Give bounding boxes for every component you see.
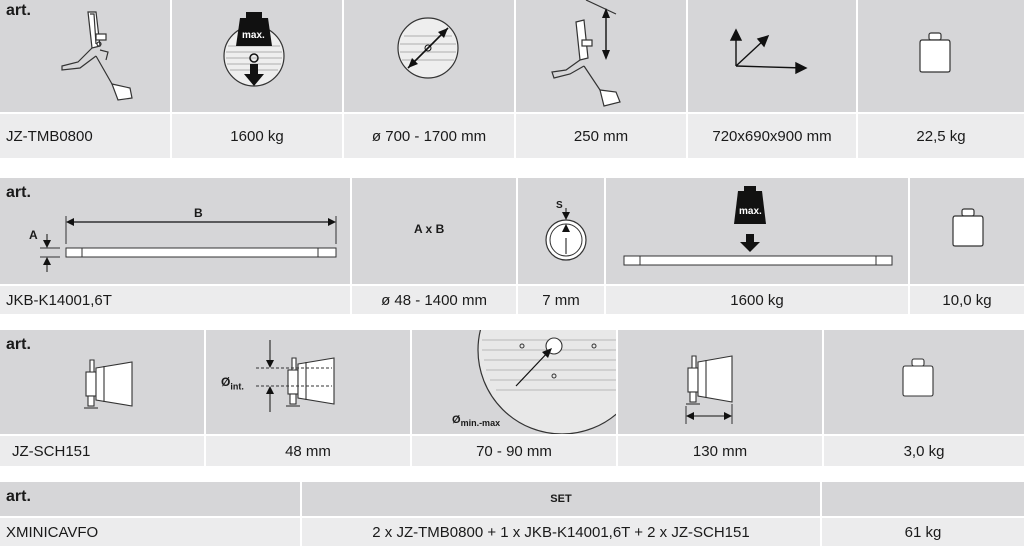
weight-icon xyxy=(824,330,1024,434)
weight-value: 10,0 kg xyxy=(910,286,1024,314)
diameter-value: ø 700 - 1700 mm xyxy=(344,114,514,158)
length-value: 130 mm xyxy=(618,436,822,466)
dimensions-value: 720x690x900 mm xyxy=(688,114,856,158)
coil-diameter-value: 70 - 90 mm xyxy=(412,436,616,466)
weight-icon xyxy=(858,0,1024,112)
article-code: JKB-K14001,6T xyxy=(0,286,350,314)
bar-length-diagram xyxy=(0,178,350,284)
set-header: SET xyxy=(550,493,572,505)
dimensions-axes-icon xyxy=(688,0,858,112)
set-contents-value: 2 x JZ-TMB0800 + 1 x JKB-K14001,6T + 2 x JZ-SCH151 xyxy=(302,518,820,546)
wall-thickness-icon xyxy=(518,178,608,284)
weight-value: 3,0 kg xyxy=(824,436,1024,466)
weight-icon xyxy=(910,178,1024,284)
art-label: art. xyxy=(6,184,31,201)
article-code: XMINICAVFO xyxy=(0,518,300,546)
art-label: art. xyxy=(6,336,31,353)
article-code: JZ-TMB0800 xyxy=(0,114,170,158)
article-code: JZ-SCH151 xyxy=(0,436,204,466)
dim-a-label: A xyxy=(29,228,38,242)
length-icon xyxy=(618,330,822,434)
height-adjust-icon xyxy=(516,0,686,112)
inner-diameter-label: $Ø_{int.}$ xyxy=(221,375,244,392)
dim-b-label: B xyxy=(194,206,203,220)
thickness-value: 7 mm xyxy=(518,286,604,314)
art-label: art. xyxy=(6,488,31,505)
max-load-value: 1600 kg xyxy=(172,114,342,158)
max-label: max. xyxy=(739,206,762,217)
min-max-diameter-label: $Ø_{min.-max}$ xyxy=(452,414,501,429)
max-load-icon xyxy=(172,0,342,112)
table-kbk14001 xyxy=(0,178,1024,314)
axb-label: A x B xyxy=(414,222,445,236)
table-tmb0800 xyxy=(0,0,1024,158)
table-sch151 xyxy=(0,330,1024,466)
diameter-range-icon xyxy=(344,0,514,112)
max-load-value: 1600 kg xyxy=(606,286,908,314)
weight-value: 61 kg xyxy=(822,518,1024,546)
bar-load-diagram xyxy=(606,178,910,284)
coil-diameter-range-icon xyxy=(412,330,616,434)
table-set-xminicavfo xyxy=(0,482,1024,546)
art-label: art. xyxy=(6,2,31,19)
inner-diameter-value: 48 mm xyxy=(206,436,410,466)
height-value: 250 mm xyxy=(516,114,686,158)
weight-value: 22,5 kg xyxy=(858,114,1024,158)
roller-stand-icon xyxy=(0,0,170,112)
s-label: S xyxy=(556,200,563,211)
diameter-length-value: ø 48 - 1400 mm xyxy=(352,286,516,314)
max-label: max. xyxy=(242,30,265,41)
cone-holder-icon xyxy=(0,330,204,434)
